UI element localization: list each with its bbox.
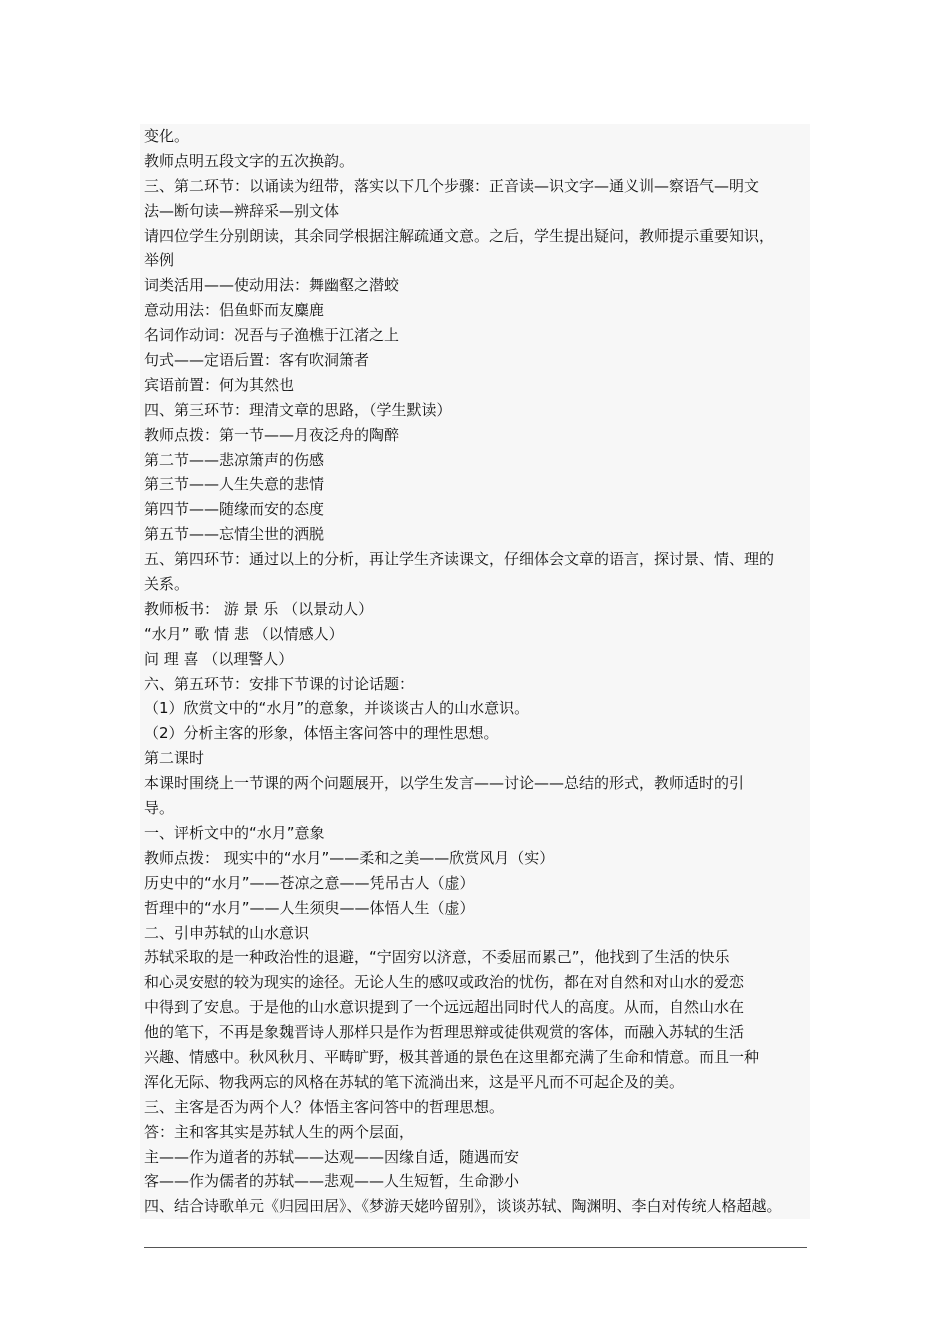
text-line: 法—断句读—辨辞采—别文体 (144, 201, 340, 220)
text-line: 四、第三环节：理清文章的思路，（学生默读） (144, 400, 452, 419)
text-line: 第四节——随缘而安的态度 (144, 500, 325, 519)
text-line: 导。 (144, 799, 175, 818)
text-line: 教师点拨：第一节——月夜泛舟的陶醉 (144, 425, 400, 444)
text-line: 问 理 喜 （以理警人） (144, 649, 294, 668)
text-line: “水月” 歌 情 悲 （以情感人） (144, 624, 344, 643)
text-line: 四、结合诗歌单元《归园田居》、《梦游天姥吟留别》，谈谈苏轼、陶渊明、李白对传统人格超越。 (144, 1197, 782, 1216)
text-line: 第五节——忘情尘世的洒脱 (144, 525, 325, 544)
text-line: 主——作为道者的苏轼——达观——因缘自适，随遇而安 (144, 1147, 520, 1166)
text-line: 意动用法：侣鱼虾而友麋鹿 (144, 301, 325, 320)
text-line: 教师点明五段文字的五次换韵。 (144, 151, 355, 170)
text-line: 举例 (144, 251, 175, 270)
text-line: 二、引申苏轼的山水意识 (144, 923, 310, 942)
text-line: 第二课时 (144, 749, 205, 768)
text-line: 句式——定语后置：客有吹洞箫者 (144, 351, 370, 370)
text-line: 苏轼采取的是一种政治性的退避，“宁固穷以济意，不委屈而累己”，他找到了生活的快乐 (144, 948, 730, 967)
text-line: 第二节——悲凉箫声的伤感 (144, 450, 325, 469)
text-line: 三、主客是否为两个人？体悟主客问答中的哲理思想。 (144, 1097, 505, 1116)
text-line: 和心灵安慰的较为现实的途径。无论人生的感叹或政治的忧伤，都在对自然和对山水的爱恋 (144, 973, 745, 992)
text-line: 兴趣、情感中。秋风秋月、平畴旷野，极其普通的景色在这里都充满了生命和情意。而且一种 (144, 1047, 760, 1066)
text-line: 答：主和客其实是苏轼人生的两个层面， (144, 1122, 415, 1141)
footer-divider (144, 1247, 807, 1248)
text-line: 词类活用——使动用法：舞幽壑之潜蛟 (144, 276, 400, 295)
text-line: 宾语前置：何为其然也 (144, 375, 295, 394)
text-line: 请四位学生分别朗读，其余同学根据注解疏通文意。之后，学生提出疑问，教师提示重要知识， (144, 226, 775, 245)
text-line: 第三节——人生失意的悲情 (144, 475, 325, 494)
text-line: 本课时围绕上一节课的两个问题展开，以学生发言——讨论——总结的形式，教师适时的引 (144, 774, 745, 793)
document-body (140, 124, 810, 1219)
text-line: 三、第二环节：以诵读为纽带，落实以下几个步骤：正音读—识文字—通义训—察语气—明文 (144, 176, 760, 195)
text-line: 五、第四环节：通过以上的分析，再让学生齐读课文，仔细体会文章的语言，探讨景、情、理的 (144, 550, 775, 569)
text-line: 中得到了安息。于是他的山水意识提到了一个远远超出同时代人的高度。从而，自然山水在 (144, 998, 745, 1017)
text-line: （1）欣赏文中的“水月”的意象，并谈谈古人的山水意识。 (144, 699, 530, 718)
text-line: 变化。 (144, 127, 190, 145)
text-line: 客——作为儒者的苏轼——悲观——人生短暂，生命渺小 (144, 1172, 520, 1191)
text-line: 教师点拨： 现实中的“水月”——柔和之美——欣赏风月（实） (144, 848, 555, 867)
text-line: 哲理中的“水月”——人生须臾——体悟人生（虚） (144, 898, 475, 917)
text-line: （2）分析主客的形象，体悟主客问答中的理性思想。 (144, 724, 499, 743)
text-line: 关系。 (144, 575, 190, 594)
text-line: 他的笔下，不再是象魏晋诗人那样只是作为哲理思辩或徒供观赏的客体，而融入苏轼的生活 (144, 1023, 745, 1042)
text-line: 一、评析文中的“水月”意象 (144, 823, 325, 842)
text-line: 历史中的“水月”——苍凉之意——凭吊古人（虚） (144, 873, 475, 892)
text-line: 教师板书： 游 景 乐 （以景动人） (144, 599, 374, 618)
text-line: 浑化无际、物我两忘的风格在苏轼的笔下流淌出来，这是平凡而不可起企及的美。 (144, 1072, 685, 1091)
text-line: 六、第五环节：安排下节课的讨论话题： (144, 674, 415, 693)
text-line: 名词作动词：况吾与子渔樵于江渚之上 (144, 326, 400, 345)
